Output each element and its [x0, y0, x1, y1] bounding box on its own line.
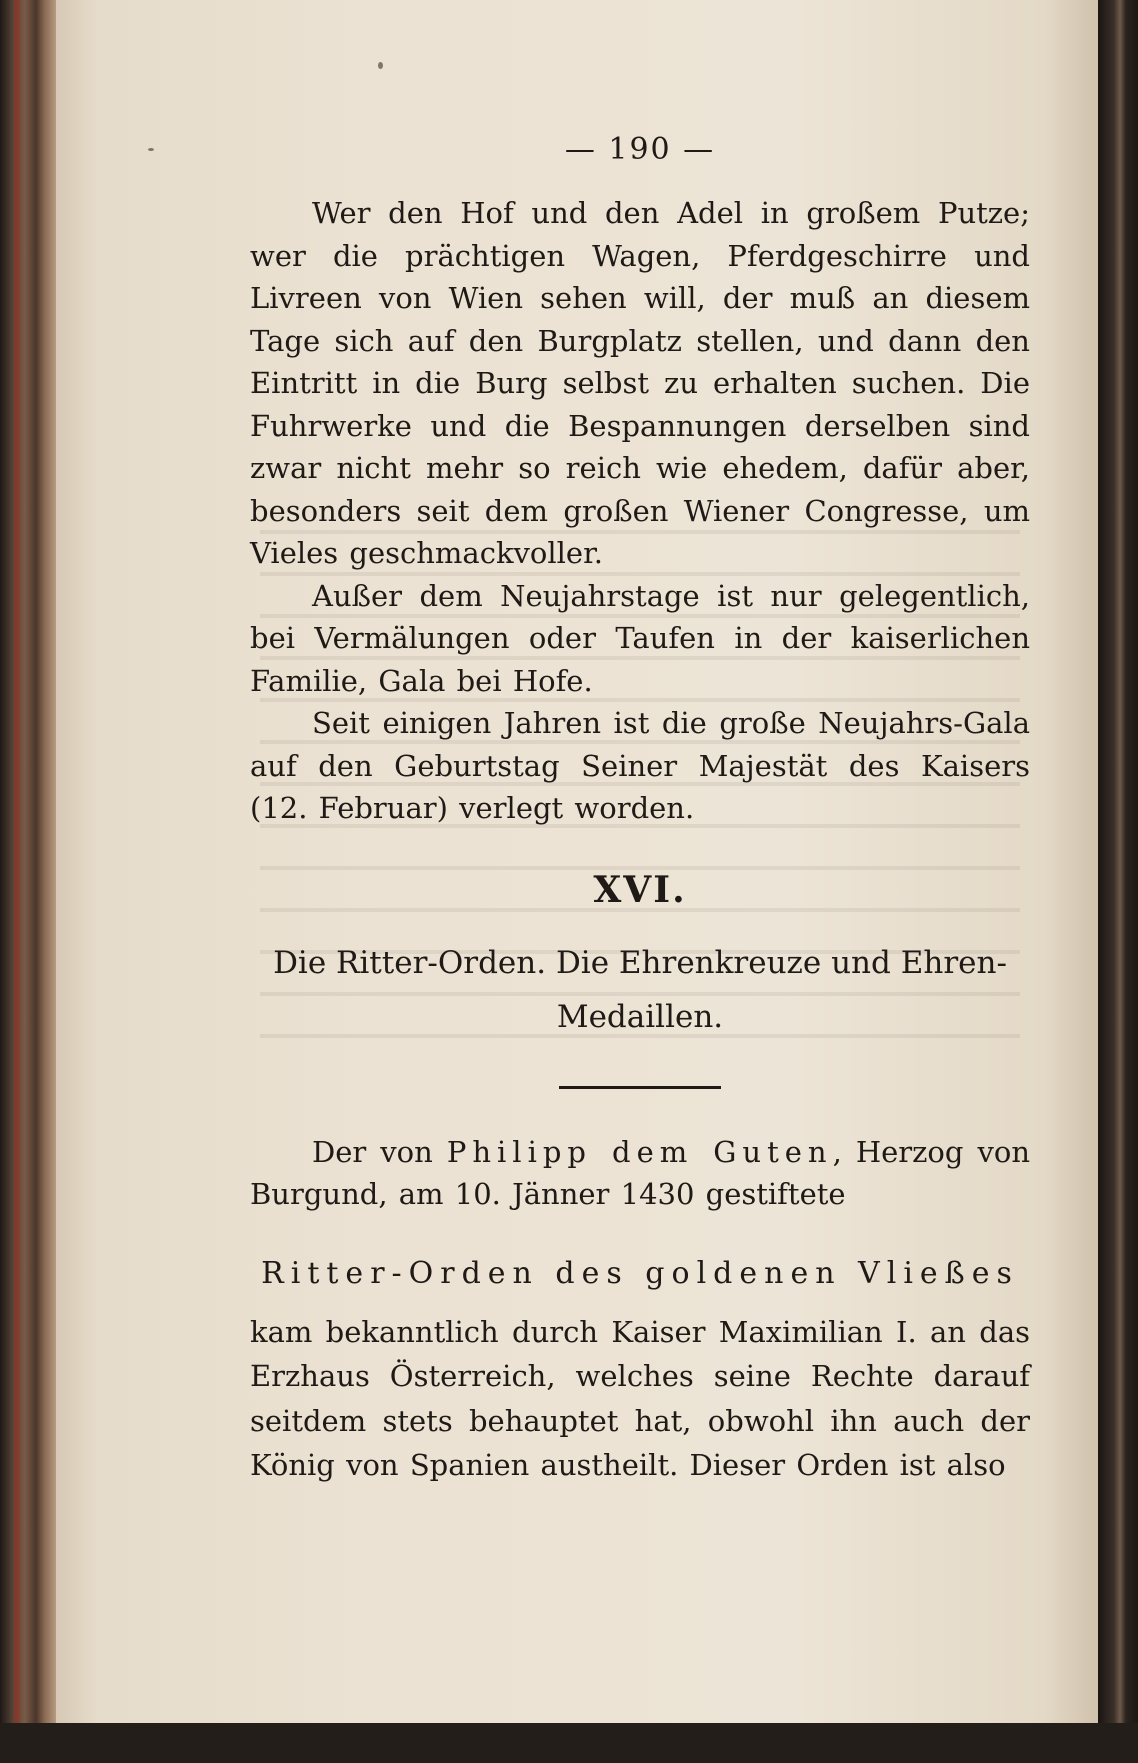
ink-speck — [148, 148, 154, 151]
paragraph: kam bekanntlich durch Kaiser Maximilian I. an das Erzhaus Österreich, welches seine Rechte darauf seitdem stets behauptet hat, obwohl ihn auch der König von Spanien austheilt. Dieser Orden ist also — [250, 1314, 1030, 1482]
page-number: — 190 — — [564, 132, 716, 167]
section-number: XVI. — [593, 868, 687, 911]
book-right-edge — [1098, 0, 1138, 1763]
intro-paragraph — [250, 1131, 1030, 1216]
paragraph: Wer den Hof und den Adel in großem Putze; wer die prächtigen Wagen, Pferdgeschirre und Livreen von Wien sehen will, der muß an diesem Tage sich auf den Burgplatz stellen, und dann den Eintritt in die Burg selbst zu erhalten suchen. Die Fuhrwerke und die Bespannungen derselben sind zwar nicht mehr so reich wie ehedem, dafür aber, besonders seit dem großen Wiener Congresse, um Vieles geschmackvoller. — [250, 196, 1030, 570]
ink-speck — [378, 62, 383, 69]
intro-suffix: , Herzog von Burgund, am 10. Jänner 1430 gestiftete — [250, 1134, 1030, 1211]
section-divider — [559, 1086, 721, 1089]
scan-bottom-edge — [0, 1723, 1138, 1763]
paragraph: Seit einigen Jahren ist die große Neujahrs-Gala auf den Geburtstag Seiner Majestät des Kaisers (12. Februar) verlegt worden. — [250, 706, 1030, 825]
section-title: Die Ritter-Orden. Die Ehrenkreuze und Ehren-Medaillen. — [273, 944, 1007, 1035]
page-text — [250, 130, 1030, 1488]
intro-prefix: Der von — [312, 1134, 447, 1169]
spaced-name: Philipp dem Guten — [446, 1134, 833, 1169]
paragraph: Außer dem Neujahrstage ist nur gelegentlich, bei Vermälungen oder Taufen in der kaiserlichen Familie, Gala bei Hofe. — [250, 578, 1030, 698]
order-name: Ritter-Orden des goldenen Vließes — [261, 1255, 1019, 1291]
book-binding — [0, 0, 62, 1763]
